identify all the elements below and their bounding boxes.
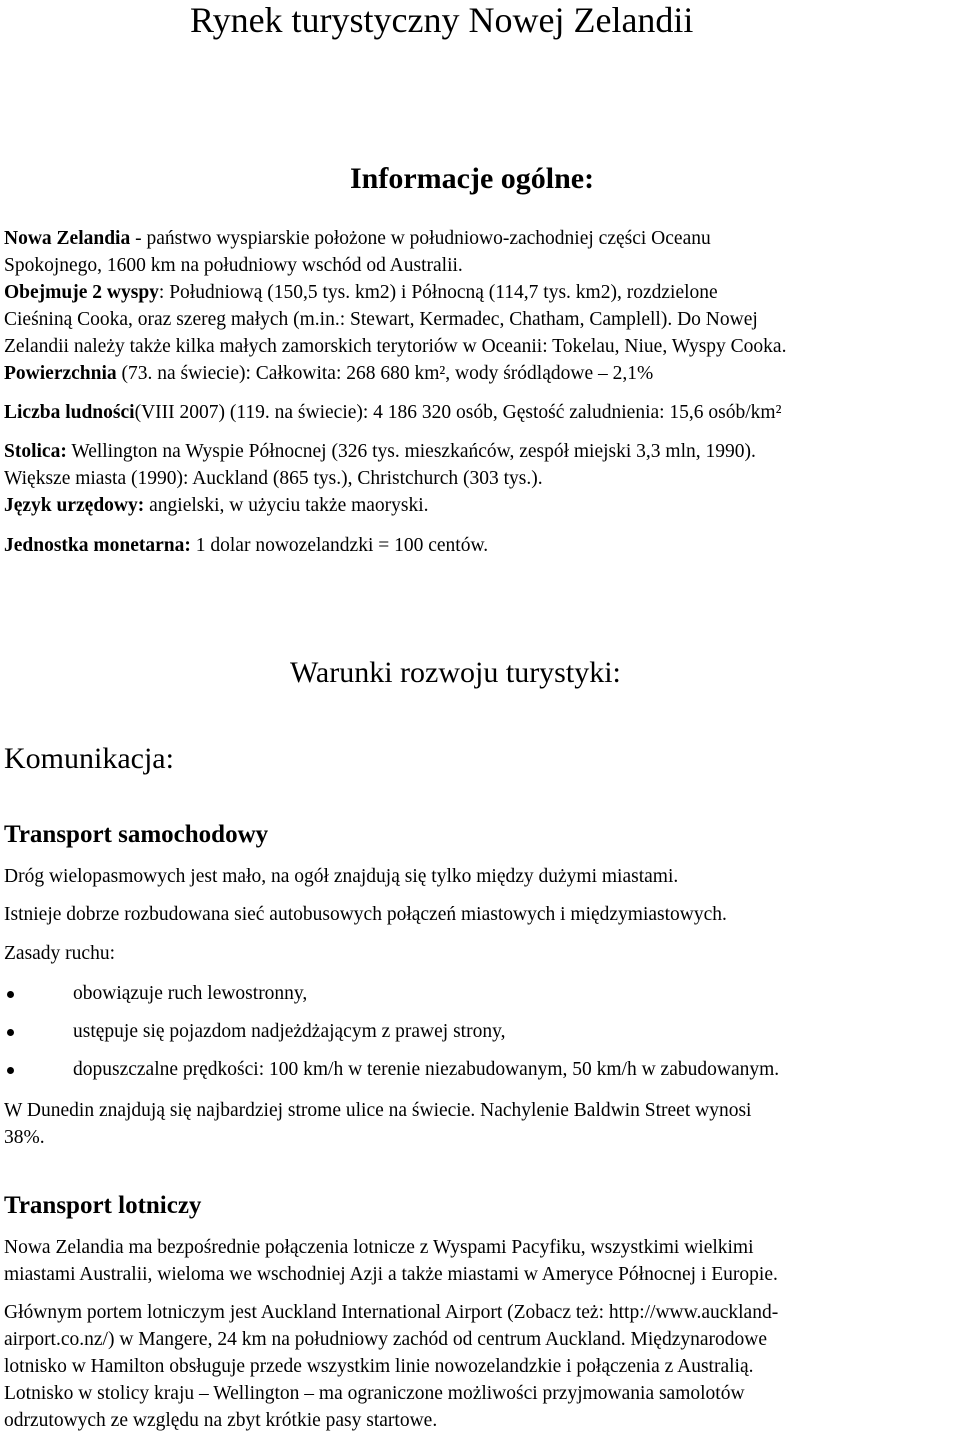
air-paragraph-2-line-1: Głównym portem lotniczym jest Auckland International Airport (Zobacz też: http://www.auckland-	[4, 1302, 779, 1323]
bullet-icon	[7, 1067, 14, 1074]
capital-label: Stolica:	[4, 441, 67, 462]
nz-text: - państwo wyspiarskie położone w południowo-zachodniej części Oceanu	[130, 228, 711, 249]
bullet-icon	[7, 991, 14, 998]
list-item: obowiązuje ruch lewostronny,	[73, 982, 307, 1006]
dunedin-line-2: 38%.	[4, 1127, 45, 1148]
area-line	[4, 362, 653, 386]
capital-text: Wellington na Wyspie Północnej (326 tys. mieszkańców, zespół miejski 3,3 mln, 1990).	[66, 441, 756, 462]
population-text: (VIII 2007) (119. na świecie): 4 186 320 osób, Gęstość zaludnienia: 15,6 osób/km²	[134, 402, 782, 423]
dunedin-line-1: W Dunedin znajdują się najbardziej strome ulice na świecie. Nachylenie Baldwin Street wynosi	[4, 1100, 752, 1121]
road-paragraph-1: Dróg wielopasmowych jest mało, na ogół znajdują się tylko między dużymi miastami.	[4, 866, 679, 887]
islands-label: Obejmuje 2 wyspy	[4, 282, 159, 303]
islands-line-2: Cieśniną Cooka, oraz szereg małych (m.in.: Stewart, Kermadec, Chatham, Camplell). Do Nowej	[4, 309, 758, 330]
page-title: Rynek turystyczny Nowej Zelandii	[190, 0, 694, 40]
general-info-heading: Informacje ogólne:	[350, 162, 595, 195]
islands-text: : Południową (150,5 tys. km2) i Północną (114,7 tys. km2), rozdzielone	[158, 282, 718, 303]
capital-line	[4, 440, 756, 464]
currency-text: 1 dolar nowozelandzki = 100 centów.	[190, 535, 489, 556]
area-label: Powierzchnia	[4, 363, 117, 384]
population-line	[4, 401, 781, 425]
currency-line	[4, 534, 488, 558]
nz-label: Nowa Zelandia	[4, 228, 131, 249]
air-paragraph-1-line-1: Nowa Zelandia ma bezpośrednie połączenia lotnicze z Wyspami Pacyfiku, wszystkimi wielkimi	[4, 1237, 754, 1258]
bullet-icon	[7, 1029, 14, 1036]
road-paragraph-2: Istnieje dobrze rozbudowana sieć autobusowych połączeń miastowych i międzymiastowych.	[4, 904, 727, 925]
air-paragraph-1-line-2: miastami Australii, wieloma we wschodniej Azji a także miastami w Ameryce Północnej i Europie.	[4, 1264, 778, 1285]
language-label: Język urzędowy:	[4, 495, 145, 516]
language-line	[4, 494, 429, 518]
air-paragraph-2-line-4: Lotnisko w stolicy kraju – Wellington – ma ograniczone możliwości przyjmowania samolotów	[4, 1383, 745, 1404]
currency-label: Jednostka monetarna:	[4, 535, 191, 556]
language-text: angielski, w użyciu także maoryski.	[144, 495, 429, 516]
conditions-heading: Warunki rozwoju turystyki:	[290, 656, 621, 689]
komunikacja-heading: Komunikacja:	[4, 742, 174, 775]
list-item: dopuszczalne prędkości: 100 km/h w terenie niezabudowanym, 50 km/h w zabudowanym.	[73, 1058, 779, 1082]
air-paragraph-2-line-5: odrzutowych ze względu na zbyt krótkie pasy startowe.	[4, 1410, 438, 1431]
list-item: ustępuje się pojazdom nadjeżdżającym z prawej strony,	[73, 1020, 505, 1044]
traffic-rules-label: Zasady ruchu:	[4, 943, 116, 964]
nz-description-line-1	[4, 227, 711, 251]
islands-line-1	[4, 281, 718, 305]
air-transport-heading: Transport lotniczy	[4, 1192, 202, 1219]
air-paragraph-2-line-2: airport.co.nz/) w Mangere, 24 km na południowy zachód od centrum Auckland. Międzynarodowe	[4, 1329, 767, 1350]
islands-line-3: Zelandii należy także kilka małych zamorskich terytoriów w Oceanii: Tokelau, Niue, Wyspy Cooka.	[4, 336, 787, 357]
air-paragraph-2-line-3: lotnisko w Hamilton obsługuje przede wszystkim linie nowozelandzkie i połączenia z Australią.	[4, 1356, 754, 1377]
road-transport-heading: Transport samochodowy	[4, 821, 269, 848]
cities-line: Większe miasta (1990): Auckland (865 tys.), Christchurch (303 tys.).	[4, 468, 543, 489]
nz-description-line-2: Spokojnego, 1600 km na południowy wschód od Australii.	[4, 255, 463, 276]
population-label: Liczba ludności	[4, 402, 135, 423]
area-text: (73. na świecie): Całkowita: 268 680 km², wody śródlądowe – 2,1%	[116, 363, 654, 384]
